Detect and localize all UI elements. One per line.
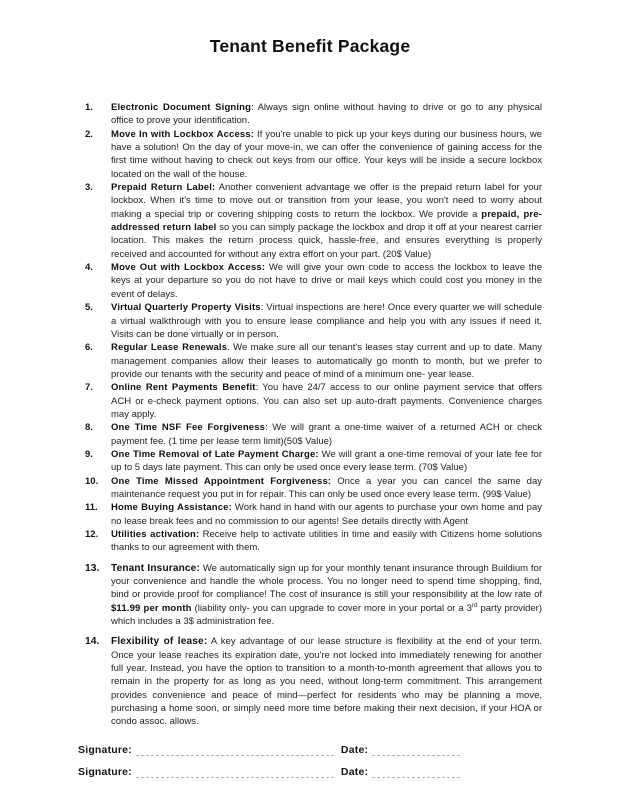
bold-text: Virtual Quarterly Property Visits: [111, 302, 261, 314]
body-text: Receive help to activate utilities in time and easily with Citizens home solutions thanks to our agreement with them.: [111, 529, 542, 554]
body-text: : You have 24/7 access to our online payment service that offers ACH or e-check payment options. You can also set up auto-draft payments. Convenience charges may apply.: [111, 382, 542, 420]
benefit-item-number: 2.: [85, 128, 93, 140]
date-line: [372, 745, 460, 756]
bold-text: Home Buying Assistance:: [111, 502, 232, 514]
date-label: Date:: [340, 765, 369, 778]
date-line: [372, 767, 460, 778]
signature-line: [136, 767, 334, 778]
benefit-item: [78, 381, 542, 421]
body-text: We automatically sign up for your monthly tenant insurance through Buildium for your convenience and handle the whole process. You no longer need to spend time shopping, find, bind or provide proof for compliance! The cost of insurance is still your responsibility at the low rate of: [111, 562, 542, 601]
body-text: party provider) which includes a 3$ administration fee.: [111, 602, 542, 628]
benefit-item: [78, 301, 542, 341]
body-text: A key advantage of our lease structure is flexibility at the end of your term. Once your lease reaches its expiration date, you're not locked into immediately renewing for another full year. Instead, you have the option to transition to a month-to-month agreement that allows you to remain in the property for as long as you need, without long-term commitment. This arrangement provides convenience and peace of mind—perfect for residents who may be planning a move, purchasing a home soon, or simply need more time before making their next decision, if your HOA or condo assoc. allows.: [111, 636, 543, 728]
benefit-item-text: [111, 101, 542, 128]
date-label: Date:: [340, 743, 369, 756]
benefit-item-text: [111, 381, 542, 421]
benefit-item-text: [111, 261, 542, 301]
benefit-item-text: [111, 635, 542, 728]
bold-text: Tenant Insurance:: [111, 562, 200, 574]
bold-text: One Time Missed Appointment Forgiveness:: [111, 475, 332, 487]
benefit-item: [78, 501, 542, 528]
benefit-item: [78, 101, 542, 128]
benefit-item-text: [111, 501, 542, 528]
signature-label: Signature:: [78, 743, 132, 756]
body-text: Another convenient advantage we offer is the prepaid return label for your lockbox. When it's time to move out or transition from your lease, you won't need to worry about making a special trip or covering shipping costs to return the lockbox. We provide a: [111, 182, 542, 220]
bold-text: prepaid, pre-addressed return label: [111, 208, 542, 234]
bold-text: Prepaid Return Label:: [111, 182, 216, 194]
body-text: : We will grant a one-time waiver of a returned ACH or check payment fee. (1 time per lease term limit)(50$ Value): [111, 422, 542, 447]
document-title: Tenant Benefit Package: [209, 36, 411, 56]
benefit-item-number: 9.: [85, 448, 93, 460]
benefit-item-number: 10.: [85, 475, 99, 487]
benefit-item-number: 5.: [85, 302, 93, 314]
signature-row: [78, 766, 542, 779]
benefit-item-text: [111, 301, 542, 341]
body-text: If you're unable to pick up your keys during our business hours, we have a solution! On the day of your move-in, we can offer the convenience of gaining access for the first time without having to check out keys from our office. Your keys will be inside a secure lockbox located on the wall of the house.: [111, 128, 542, 180]
bold-text: Move In with Lockbox Access:: [111, 128, 255, 140]
signature-line: [136, 745, 334, 756]
benefit-item-number: 3.: [85, 182, 93, 194]
benefit-item-number: 11.: [85, 502, 98, 514]
bold-text: Flexibility of lease:: [111, 636, 208, 648]
benefit-item-text: [111, 448, 542, 475]
bold-text: Regular Lease Renewals: [111, 342, 228, 354]
benefit-item: [78, 421, 542, 448]
bold-text: Move Out with Lockbox Access:: [111, 262, 266, 274]
bold-text: One Time Removal of Late Payment Charge:: [111, 448, 319, 460]
benefit-item-text: [111, 528, 542, 555]
benefit-item-text: [111, 128, 542, 181]
benefit-item: [78, 448, 542, 475]
body-text: Work hand in hand with our agents to purchase your own home and pay no lease break fees and no commission to our agents! See details directly with Agent: [111, 502, 542, 527]
bold-text: Utilities activation:: [111, 529, 200, 540]
benefit-item-text: [111, 421, 542, 448]
benefit-item: [78, 562, 542, 629]
benefit-item-text: [111, 181, 542, 261]
signature-label: Signature:: [78, 765, 132, 778]
body-text: . We make sure all our tenant's leases stay current and up to date. Many management companies allow their leases to automatically go month to month, but we prefer to provide our tenants with the security and peace of mind of a minimum one- year lease.: [111, 342, 542, 380]
benefit-item-number: 12.: [85, 529, 99, 540]
body-text: We will grant a one-time removal of your late fee for up to 5 days late payment. This can only be used once every lease term. (70$ Value): [111, 448, 542, 474]
body-text: (liability only- you can upgrade to cover more in your portal or a 3: [191, 602, 472, 614]
body-text: so you can simply package the lockbox and drop it off at your nearest carrier location. This makes the return process quick, hassle-free, and ensures everything is properly received and accounted for without any extra effort on your part. (20$ Value): [111, 222, 542, 260]
benefit-item: [78, 475, 542, 502]
benefit-item-number: 1.: [85, 102, 93, 113]
benefit-item-number: 7.: [85, 382, 93, 394]
benefit-item-text: [111, 562, 542, 629]
benefit-item: [78, 635, 542, 728]
superscript-text: rd: [471, 601, 478, 609]
benefit-item-number: 13.: [85, 562, 100, 574]
body-text: Once a year you can cancel the same day maintenance request you put in for repair. This can only be used once every lease term. (99$ Value): [111, 475, 542, 500]
benefit-item: [78, 128, 542, 181]
bold-text: Electronic Document Signing: [111, 102, 252, 113]
benefit-item-number: 6.: [85, 342, 93, 354]
benefit-item-text: [111, 341, 542, 381]
signature-row: [78, 744, 542, 757]
body-text: We will give your own code to access the lockbox to leave the keys at your departure so you do not have to drive or mail keys which could cost you money in the event of delays.: [111, 262, 542, 300]
body-text: : Virtual inspections are here! Once every quarter we will schedule a virtual walkthrough with you to ensure lease compliance and help you with any issues if need it. Visits can be done virtually or in person.: [111, 302, 542, 340]
benefit-list: [78, 101, 542, 729]
benefit-item: [78, 261, 542, 301]
bold-text: $11.99 per month: [111, 602, 192, 614]
benefit-item: [78, 341, 542, 381]
signature-block: [78, 744, 542, 779]
benefit-item-number: 14.: [85, 636, 100, 648]
bold-text: Online Rent Payments Benefit: [111, 382, 256, 394]
benefit-item-text: [111, 475, 542, 502]
bold-text: One Time NSF Fee Forgiveness: [111, 422, 266, 434]
benefit-item: [78, 528, 542, 555]
benefit-item-number: 4.: [85, 262, 93, 274]
body-text: : Always sign online without having to drive or go to any physical office to prove your identification.: [111, 102, 542, 127]
benefit-item-number: 8.: [85, 422, 93, 434]
benefit-item: [78, 181, 542, 261]
